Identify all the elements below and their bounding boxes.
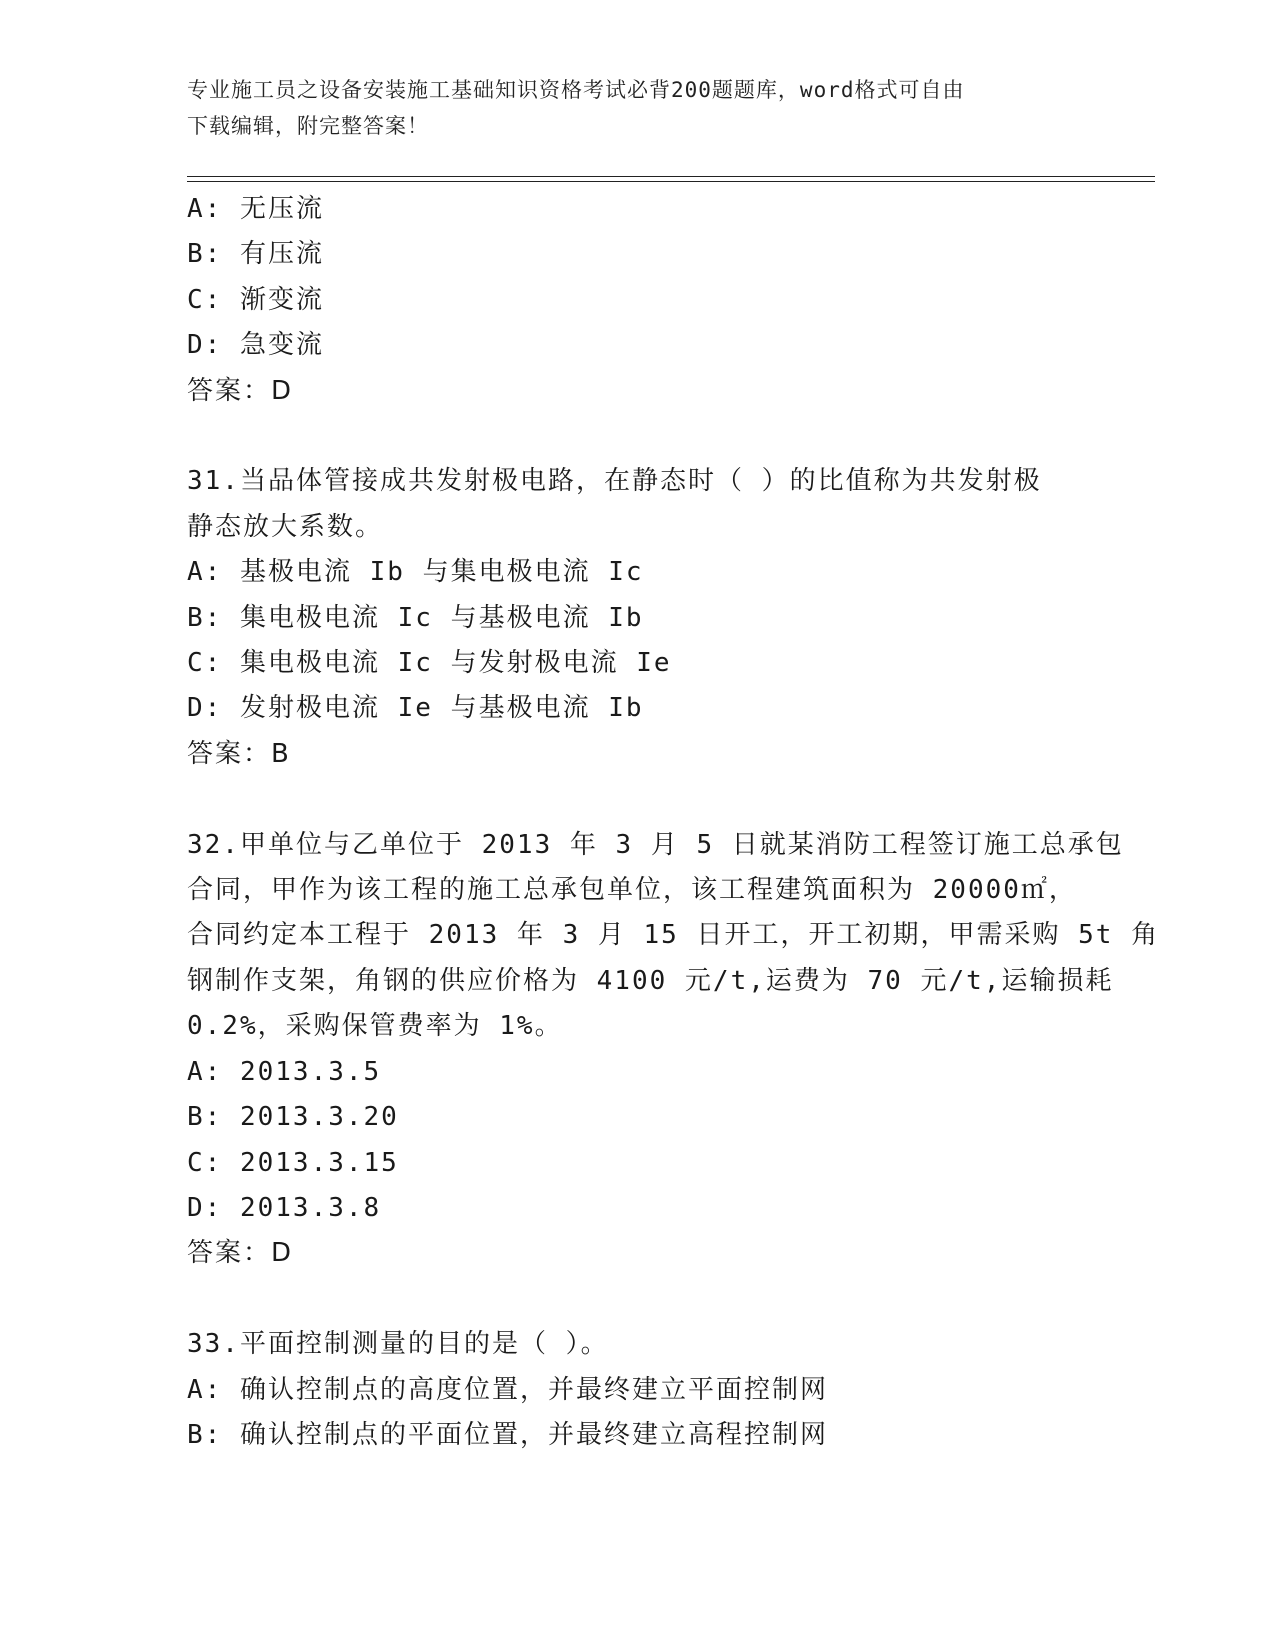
question-stem: 31.当品体管接成共发射极电路，在静态时（ ）的比值称为共发射极 [187,466,1042,497]
question-stem: 32.甲单位与乙单位于 2013 年 3 月 5 日就某消防工程签订施工总承包 [187,829,1124,860]
question-stem: 静态放大系数。 [187,511,384,542]
question-stem: 0.2%，采购保管费率为 1%。 [187,1011,563,1042]
spacer [187,1277,1087,1322]
answer: 答案：B [187,738,291,769]
spacer [187,414,1087,459]
option-a: A: 2013.3.5 [187,1056,382,1087]
question-stem: 合同约定本工程于 2013 年 3 月 15 日开工，开工初期，甲需采购 5t 角 [187,920,1160,951]
option-c: C: 集电极电流 Ic 与发射极电流 Ie [187,648,672,679]
option-d: D: 2013.3.8 [187,1192,382,1223]
answer: 答案：D [187,1238,294,1269]
question-32 [187,823,1160,1277]
header-rule-top [187,176,1155,177]
option-a: A: 基极电流 Ib 与集电极电流 Ic [187,557,644,588]
document-body [187,187,1160,1458]
option-b: B: 有压流 [187,239,324,270]
option-b: B: 集电极电流 Ic 与基极电流 Ib [187,602,644,633]
header-rule-bottom [187,181,1155,182]
option-c: C: 2013.3.15 [187,1147,399,1178]
question-31 [187,459,1087,777]
option-c: C: 渐变流 [187,284,324,315]
option-d: D: 急变流 [187,330,324,361]
document-header [187,72,1087,144]
spacer [187,777,1087,822]
question-stem: 合同，甲作为该工程的施工总承包单位，该工程建筑面积为 20000㎡， [187,875,1077,906]
question-stem: 33.平面控制测量的目的是（ ）。 [187,1329,609,1360]
question-stem: 钢制作支架，角钢的供应价格为 4100 元/t,运费为 70 元/t,运输损耗 [187,965,1114,996]
answer: 答案：D [187,375,294,406]
question-30 [187,187,1087,414]
question-33 [187,1322,1087,1458]
header-line-1: 专业施工员之设备安装施工基础知识资格考试必背200题题库，word格式可自由 [187,78,965,102]
option-d: D: 发射极电流 Ie 与基极电流 Ib [187,693,644,724]
option-b: B: 2013.3.20 [187,1102,399,1133]
option-a: A: 确认控制点的高度位置，并最终建立平面控制网 [187,1374,828,1405]
header-line-2: 下载编辑，附完整答案！ [187,114,429,138]
option-a: A: 无压流 [187,194,324,224]
option-b: B: 确认控制点的平面位置，并最终建立高程控制网 [187,1419,828,1450]
